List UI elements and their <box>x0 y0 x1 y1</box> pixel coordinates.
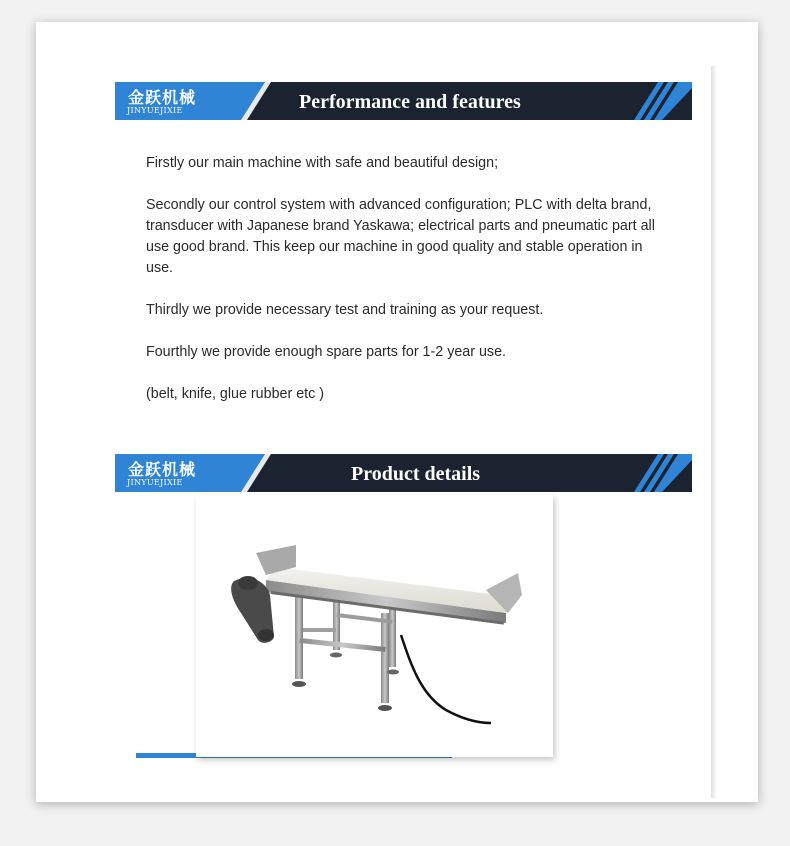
feature-paragraph-2: Secondly our control system with advanced configuration; PLC with delta brand, transducer with Japanese brand Yaskawa; electrical parts and pneumatic part all use good brand. This keep our machine in good quality and stable operation in use. <box>146 197 655 276</box>
conveyor-machine-illustration <box>196 495 553 757</box>
brand-logo-cn: 金跃机械 <box>128 460 197 479</box>
section-title: Performance and features <box>299 91 521 113</box>
section-header-product-details <box>115 454 692 492</box>
product-photo <box>196 495 553 757</box>
feature-paragraph-5: (belt, knife, glue rubber etc ) <box>146 386 325 402</box>
page-edge-shadow <box>711 66 717 798</box>
features-text <box>146 153 666 426</box>
brand-logo-en: JINYUEJIXIE <box>127 478 183 487</box>
brand-logo-en: JINYUEJIXIE <box>127 106 183 115</box>
section-title: Product details <box>351 463 481 485</box>
feature-paragraph-3: Thirdly we provide necessary test and training as your request. <box>146 302 544 318</box>
feature-paragraph-1: Firstly our main machine with safe and beautiful design; <box>146 155 499 171</box>
feature-paragraph-4: Fourthly we provide enough spare parts for 1-2 year use. <box>146 344 506 360</box>
brand-logo-cn: 金跃机械 <box>128 88 197 107</box>
product-info-card <box>36 22 758 802</box>
section-header-performance <box>115 82 692 120</box>
